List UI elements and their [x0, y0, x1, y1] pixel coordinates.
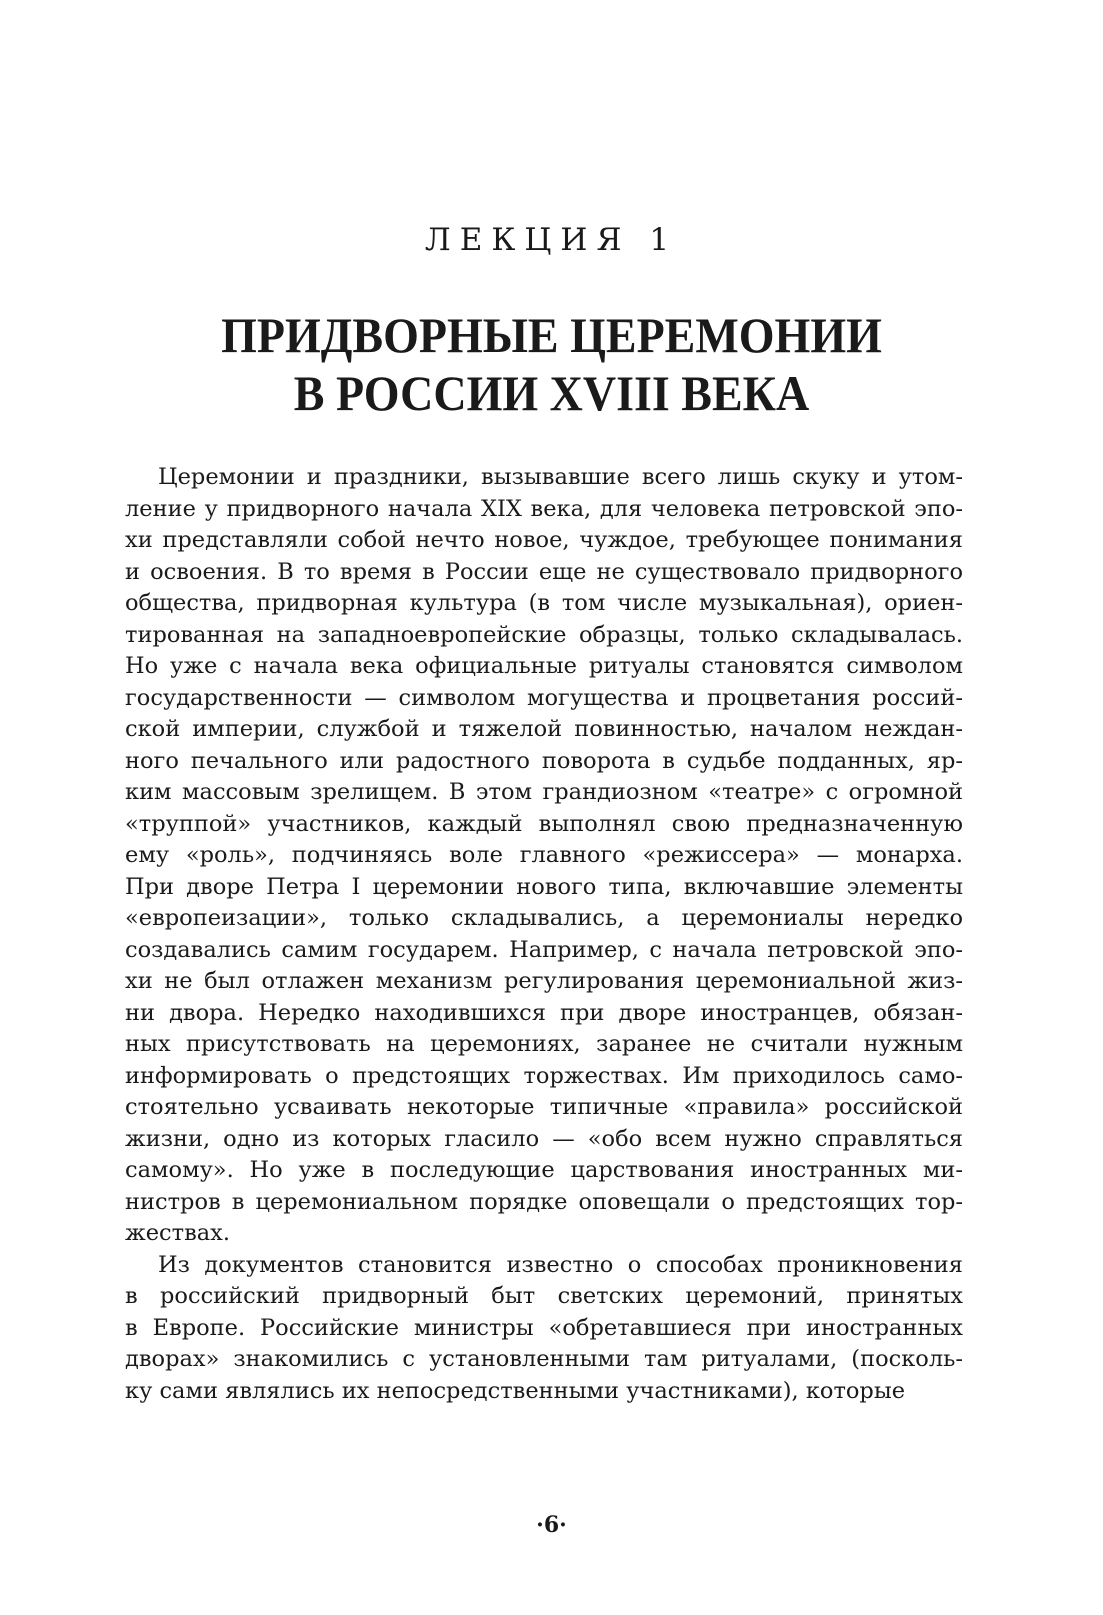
- text-line: в Европе. Российские министры «обретавшиеся при иностранных: [125, 1314, 963, 1341]
- text-line: ской империи, службой и тяжелой повинностью, началом неждан-: [125, 716, 963, 742]
- text-line: создавались самим государем. Например, с начала петровской эпо-: [125, 936, 963, 963]
- text-line: ким массовым зрелищем. В этом грандиозном «театре» с огромной: [125, 779, 963, 805]
- text-line: тированная на западноевропейские образцы, только складывалась.: [125, 621, 963, 648]
- text-line: «европеизации», только складывались, а церемониалы нередко: [125, 905, 963, 931]
- text-line: ни двора. Нередко находившихся при дворе иностранцев, обязан-: [125, 999, 963, 1026]
- text-line: информировать о предстоящих торжествах. Им приходилось само-: [125, 1062, 963, 1089]
- paragraph: [125, 462, 963, 1250]
- text-line: и освоения. В то время в России еще не существовало придворного: [125, 558, 963, 585]
- text-line: стоятельно усваивать некоторые типичные «правила» российской: [125, 1094, 963, 1120]
- lecture-label: ЛЕКЦИЯ 1: [424, 222, 679, 258]
- text-line: хи не был отлажен механизм регулирования церемониальной жиз-: [125, 968, 963, 994]
- text-line: нистров в церемониальном порядке оповещали о предстоящих тор-: [125, 1188, 963, 1215]
- text-line: хи представляли собой нечто новое, чуждое, требующее понимания: [125, 527, 963, 553]
- text-line: ление у придворного начала XIX века, для человека петровской эпо-: [125, 495, 963, 522]
- text-line: «труппой» участников, каждый выполнял свою предназначенную: [125, 810, 963, 837]
- chapter-title: [44, 306, 1059, 422]
- text-line: Но уже с начала века официальные ритуалы становятся символом: [125, 653, 963, 679]
- text-line: ного печального или радостного поворота в судьбе подданных, яр-: [125, 747, 963, 774]
- text-line: государственности — символом могущества и процветания россий-: [125, 684, 963, 711]
- text-line: Церемонии и праздники, вызывавшие всего лишь скуку и утом-: [158, 464, 963, 490]
- text-line: При дворе Петра I церемонии нового типа, включавшие элементы: [125, 873, 963, 900]
- chapter-title-line-1: ПРИДВОРНЫЕ ЦЕРЕМОНИИ: [221, 307, 882, 363]
- text-line: общества, придворная культура (в том числе музыкальная), ориен-: [125, 590, 963, 616]
- text-line: ему «роль», подчиняясь воле главного «режиссера» — монарха.: [125, 842, 963, 868]
- paragraph: [125, 1250, 963, 1408]
- text-line: жизни, одно из которых гласило — «обо всем нужно справляться: [125, 1125, 963, 1152]
- page-number: ·6·: [536, 1512, 567, 1538]
- body-text: [125, 462, 963, 1407]
- text-line: самому». Но уже в последующие царствования иностранных ми-: [125, 1157, 963, 1183]
- text-line: в российский придворный быт светских церемоний, принятых: [125, 1283, 963, 1309]
- text-line: дворах» знакомились с установленными там ритуалами, (посколь-: [125, 1346, 963, 1372]
- text-line: жествах.: [125, 1220, 230, 1246]
- text-line: ку сами являлись их непосредственными участниками), которые: [125, 1377, 906, 1404]
- text-line: Из документов становится известно о способах проникновения: [158, 1251, 963, 1278]
- text-line: ных присутствовать на церемониях, заранее не считали нужным: [125, 1031, 963, 1057]
- chapter-title-line-2: В РОССИИ XVIII ВЕКА: [293, 365, 810, 421]
